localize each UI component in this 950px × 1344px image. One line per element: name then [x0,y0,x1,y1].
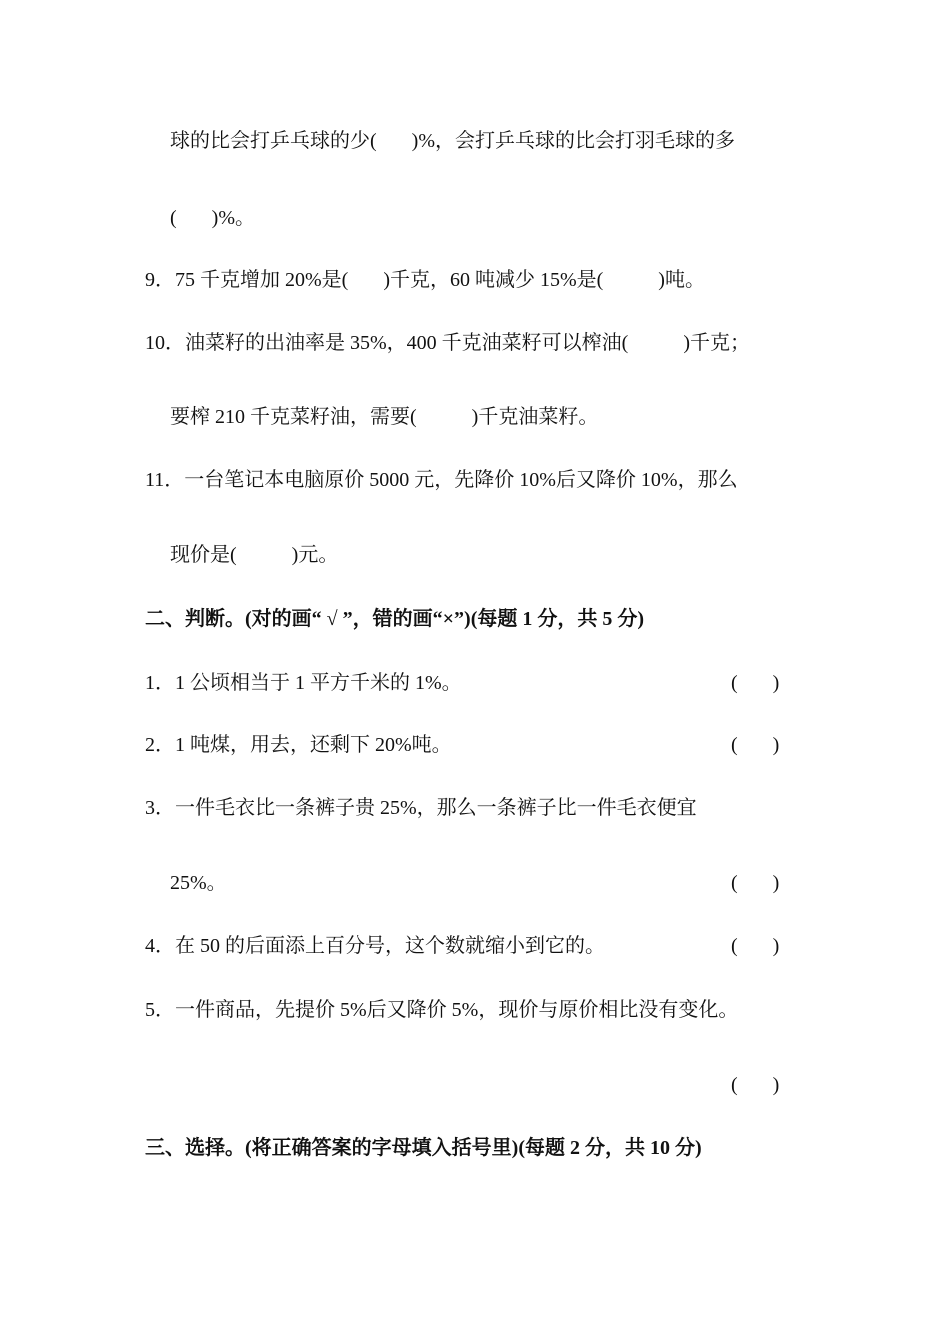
question-10-line-1: 10．油菜籽的出油率是 35%，400 千克油菜籽可以榨油( )千克； [145,332,750,354]
answer-bracket[interactable]: ( ) [731,1074,780,1096]
answer-bracket[interactable]: ( ) [731,935,780,957]
tf-item-3: 3．一件毛衣比一条裤子贵 25%，那么一条裤子比一件毛衣便宜 [145,797,697,819]
answer-bracket[interactable]: ( ) [731,672,780,694]
question-8-continuation-line-2: ( )%。 [170,207,255,229]
tf-item-5: 5．一件商品，先提价 5%后又降价 5%，现价与原价相比没有变化。 [145,999,739,1021]
tf-item-3-continuation: 25%。 [170,872,227,894]
question-9: 9．75 千克增加 20%是( )千克，60 吨减少 15%是( )吨。 [145,269,705,291]
section-3-heading: 三、选择。(将正确答案的字母填入括号里)(每题 2 分，共 10 分) [145,1137,702,1159]
section-2-heading: 二、判断。(对的画“ √ ”，错的画“×”)(每题 1 分，共 5 分) [145,608,645,630]
question-11-line-2: 现价是( )元。 [170,544,339,566]
answer-bracket[interactable]: ( ) [731,734,780,756]
tf-item-4: 4．在 50 的后面添上百分号，这个数就缩小到它的。 [145,935,605,957]
answer-bracket[interactable]: ( ) [731,872,780,894]
question-10-line-2: 要榨 210 千克菜籽油，需要( )千克油菜籽。 [170,406,599,428]
tf-item-1: 1．1 公顷相当于 1 平方千米的 1%。 [145,672,462,694]
question-11-line-1: 11．一台笔记本电脑原价 5000 元，先降价 10%后又降价 10%，那么 [145,469,738,491]
question-8-continuation-line-1: 球的比会打乒乓球的少( )%，会打乒乓球的比会打羽毛球的多 [170,130,735,152]
tf-item-2: 2．1 吨煤，用去，还剩下 20%吨。 [145,734,452,756]
